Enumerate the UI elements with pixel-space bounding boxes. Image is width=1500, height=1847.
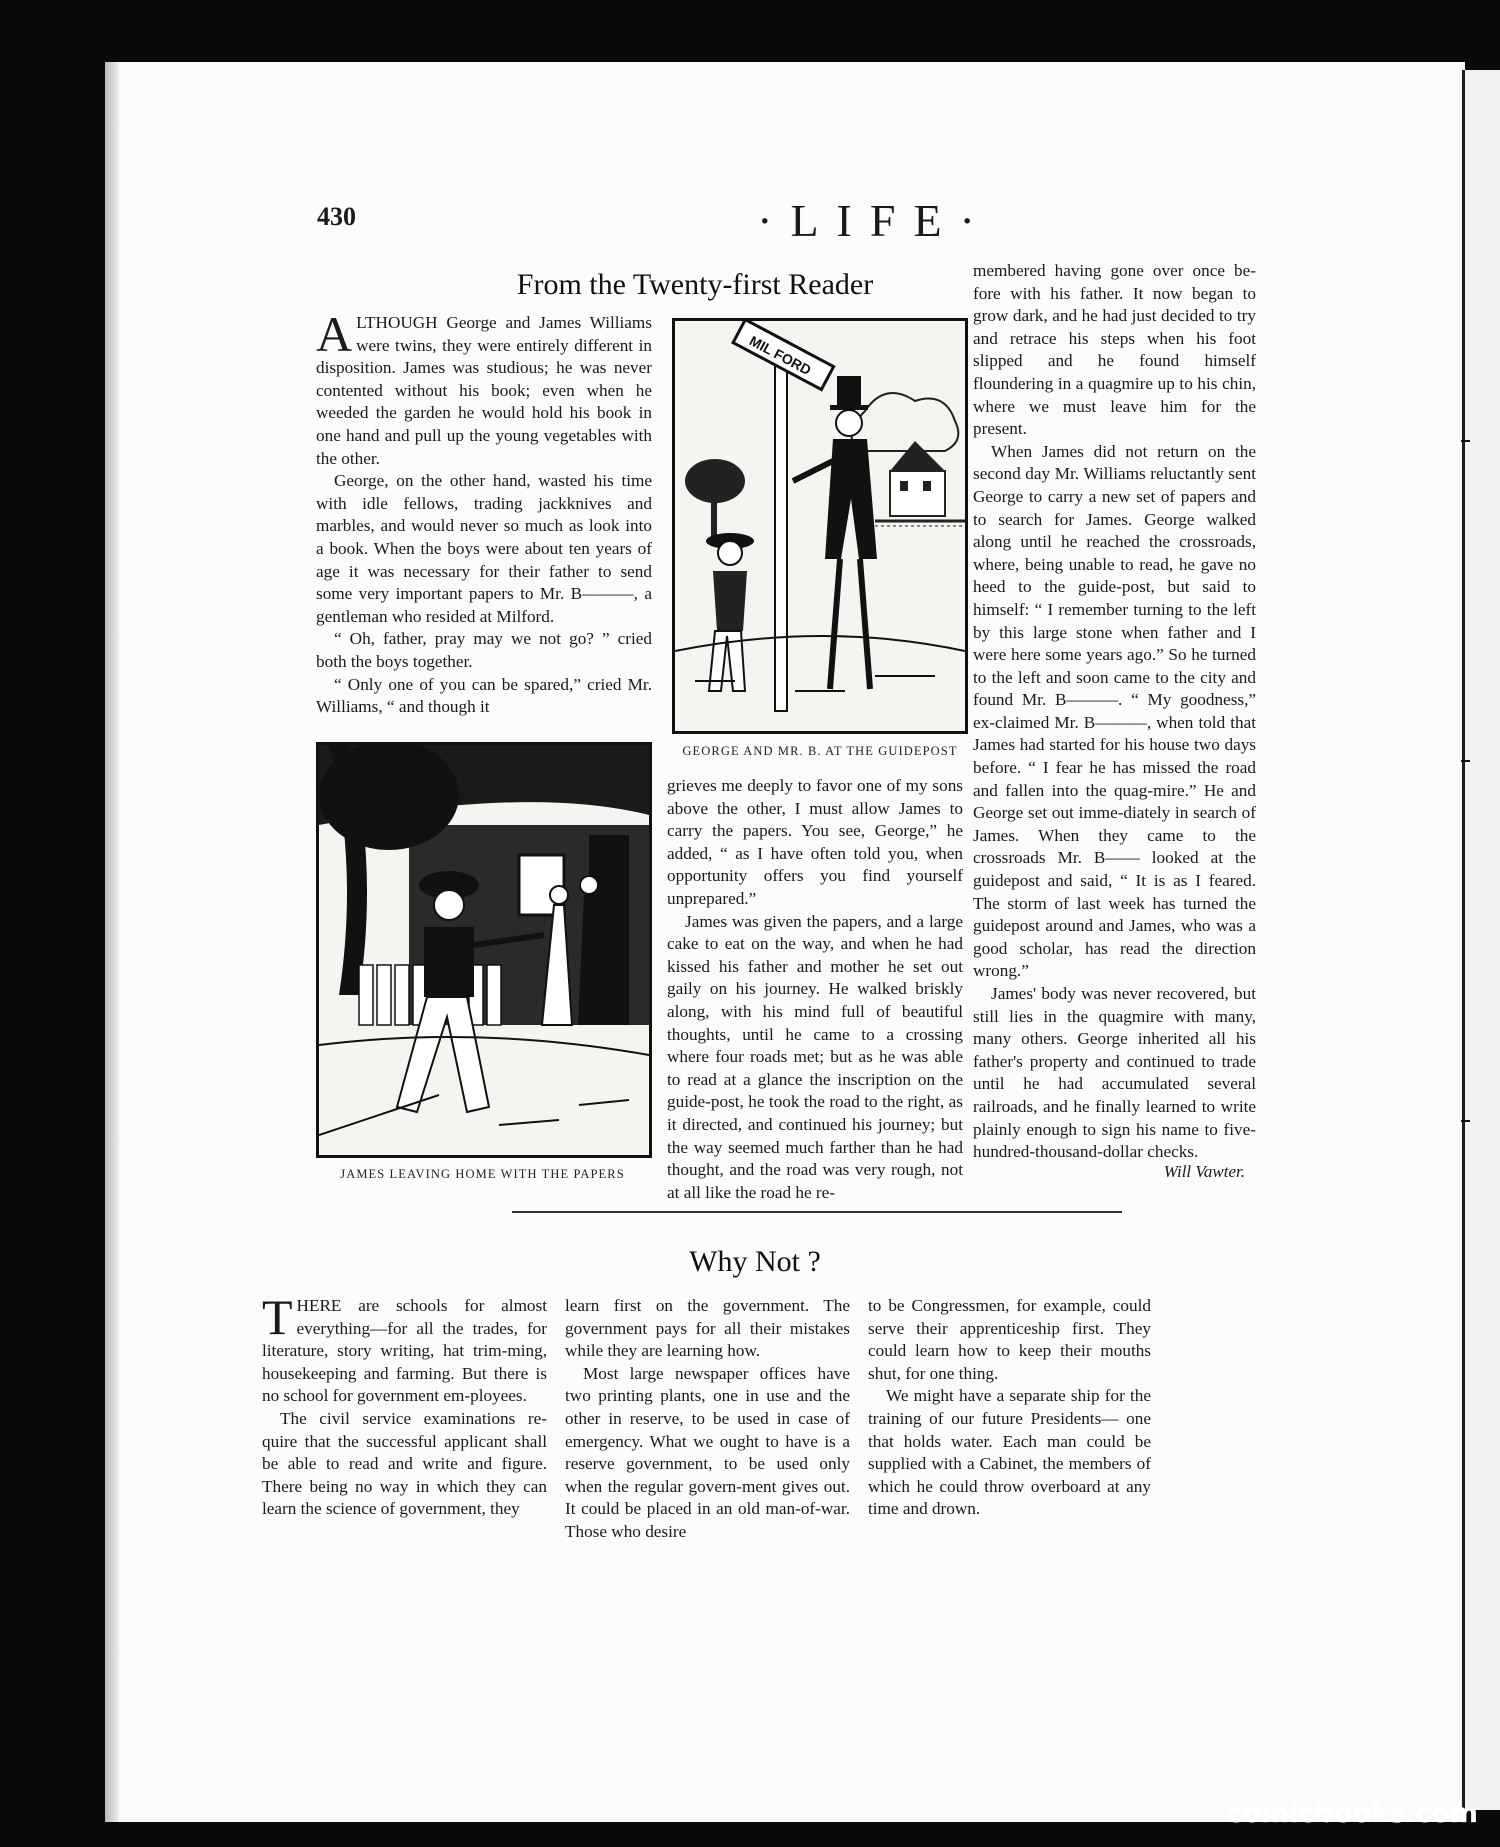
paragraph: “ Oh, father, pray may we not go? ” cried both the boys together. — [316, 629, 652, 671]
page-edge-mark — [1461, 760, 1470, 762]
paragraph: We might have a separate ship for the training of our future Presidents— one that holds water. Each man could be supplied with a Cabinet, the members of which he could throw overboard at any time and drown. — [868, 1386, 1151, 1519]
paragraph: membered having gone over once be-fore with his father. It now began to grow dark, and he had just decided to try and retrace his steps when his foot slipped and he found himself floundering in a quagmire up to his chin, where we must leave him for the present. — [973, 261, 1256, 439]
paragraph: grieves me deeply to favor one of my sons above the other, I must allow James to carry the papers. You see, George,” he added, “ as I have often told you, when opportunity offers you find yourself unprepared.” — [667, 776, 963, 908]
paragraph: ALTHOUGH George and James Williams were twins, they were entirely different in disposition. James was studious; he was never contented without his book; even when he weeded the garden he would hold his book in one hand and pull up the young vegetables with the other. — [316, 306, 652, 468]
masthead: ·LIFE· — [757, 195, 993, 246]
illustration-caption: JAMES LEAVING HOME WITH THE PAPERS — [340, 1167, 625, 1181]
page-edge-mark — [1461, 1120, 1470, 1122]
leaving-home-scene-image — [319, 745, 649, 1155]
article-title: Why Not ? — [689, 1245, 821, 1278]
paragraph: learn first on the government. The government pays for all their mistakes while they are learning how. — [565, 1296, 850, 1361]
drop-cap: A — [316, 306, 353, 362]
magazine-page — [105, 62, 1465, 1822]
author-signature: Will Vawter. — [1163, 1162, 1245, 1181]
paragraph: THERE are schools for almost everything—for all the trades, for literature, story writing, hat trim-ming, housekeeping and farming. But there is no school for government em-ployees. — [262, 1289, 547, 1406]
paragraph: to be Congressmen, for example, could serve their apprenticeship first. They could learn how to keep their mouths shut, for one thing. — [868, 1296, 1151, 1383]
paragraph: James' body was never recovered, but still lies in the quagmire with many, many others. George inherited all his father's property and continued to trade until he had accumulated several railroads, and he finally learned to write plainly enough to sign his name to five-hundred-thousand-dollar checks. — [973, 984, 1256, 1162]
paragraph: George, on the other hand, wasted his time with idle fellows, trading jackknives and marbles, and would never so much as look into a book. When the boys were about ten years of age it was necessary for their father to send some very important papers to Mr. B———, a gentleman who resided at Milford. — [316, 471, 652, 626]
article-title: From the Twenty-first Reader — [516, 268, 874, 301]
drop-cap: T — [262, 1289, 293, 1345]
article-column — [565, 1295, 850, 1544]
page-number: 430 — [317, 202, 356, 231]
paragraph: The civil service examinations re-quire that the successful applicant shall be able to read and write and figure. There being no way in which they can learn the science of government, they — [262, 1408, 547, 1519]
sign-text: MIL FORD — [746, 332, 814, 379]
article-column — [316, 306, 652, 719]
article-column — [667, 775, 963, 1204]
page-header — [105, 195, 1465, 262]
section-divider — [512, 1211, 1122, 1213]
watermark: comicbooks.com — [1226, 1798, 1478, 1829]
illustration-caption: GEORGE AND MR. B. AT THE GUIDEPOST — [682, 744, 958, 758]
article-column — [262, 1289, 547, 1521]
paragraph: James was given the papers, and a large cake to eat on the way, and when he had kissed his father and mother he set out gaily on his journey. He walked briskly along, with his mind full of beautiful thoughts, until he came to a crossing where four roads met; but as he was able to read at a glance the inscription on the guide-post, he took the road to the right, as it directed, and continued his journey; but the way seemed much farther than he had thought, and the road was very rough, not at all like the road he re- — [667, 911, 963, 1202]
illustration-guidepost — [672, 318, 968, 734]
paragraph: When James did not return on the second day Mr. Williams reluctantly sent George to carry a new set of papers and to search for James. George walked along until he reached the crossroads, where, being unable to read, he gave no heed to the guide-post, but said to himself: “ I remember turning to the left by this large stone when father and I were here some years ago.” So he turned to the left and soon came to the city and found Mr. B———. “ My goodness,” ex-claimed Mr. B———, when told that James had started for his house two days before. “ I fear he has missed the road and fallen into the quag-mire.” He and George set out imme-diately in search of James. When they came to the crossroads Mr. B—— looked at the guidepost and said, “ It is as I feared. The storm of last week has turned the guidepost around and James, who was a good scholar, has read the direction wrong.” — [973, 441, 1256, 981]
next-page-edge — [1462, 70, 1500, 1810]
guidepost-scene-image — [675, 321, 965, 731]
article-column — [973, 260, 1256, 1164]
paragraph: “ Only one of you can be spared,” cried Mr. Williams, “ and though it — [316, 674, 652, 717]
page-binding-shadow — [105, 62, 119, 1822]
article-column — [868, 1295, 1151, 1521]
illustration-leaving-home — [316, 742, 652, 1158]
page-edge-mark — [1461, 440, 1470, 442]
paragraph: Most large newspaper offices have two printing plants, one in use and the other in reserve, to be used in case of emergency. What we ought to have is a reserve government, to be used only when the regular govern-ment gives out. It could be placed in an old man-of-war. Those who desire — [565, 1363, 850, 1541]
